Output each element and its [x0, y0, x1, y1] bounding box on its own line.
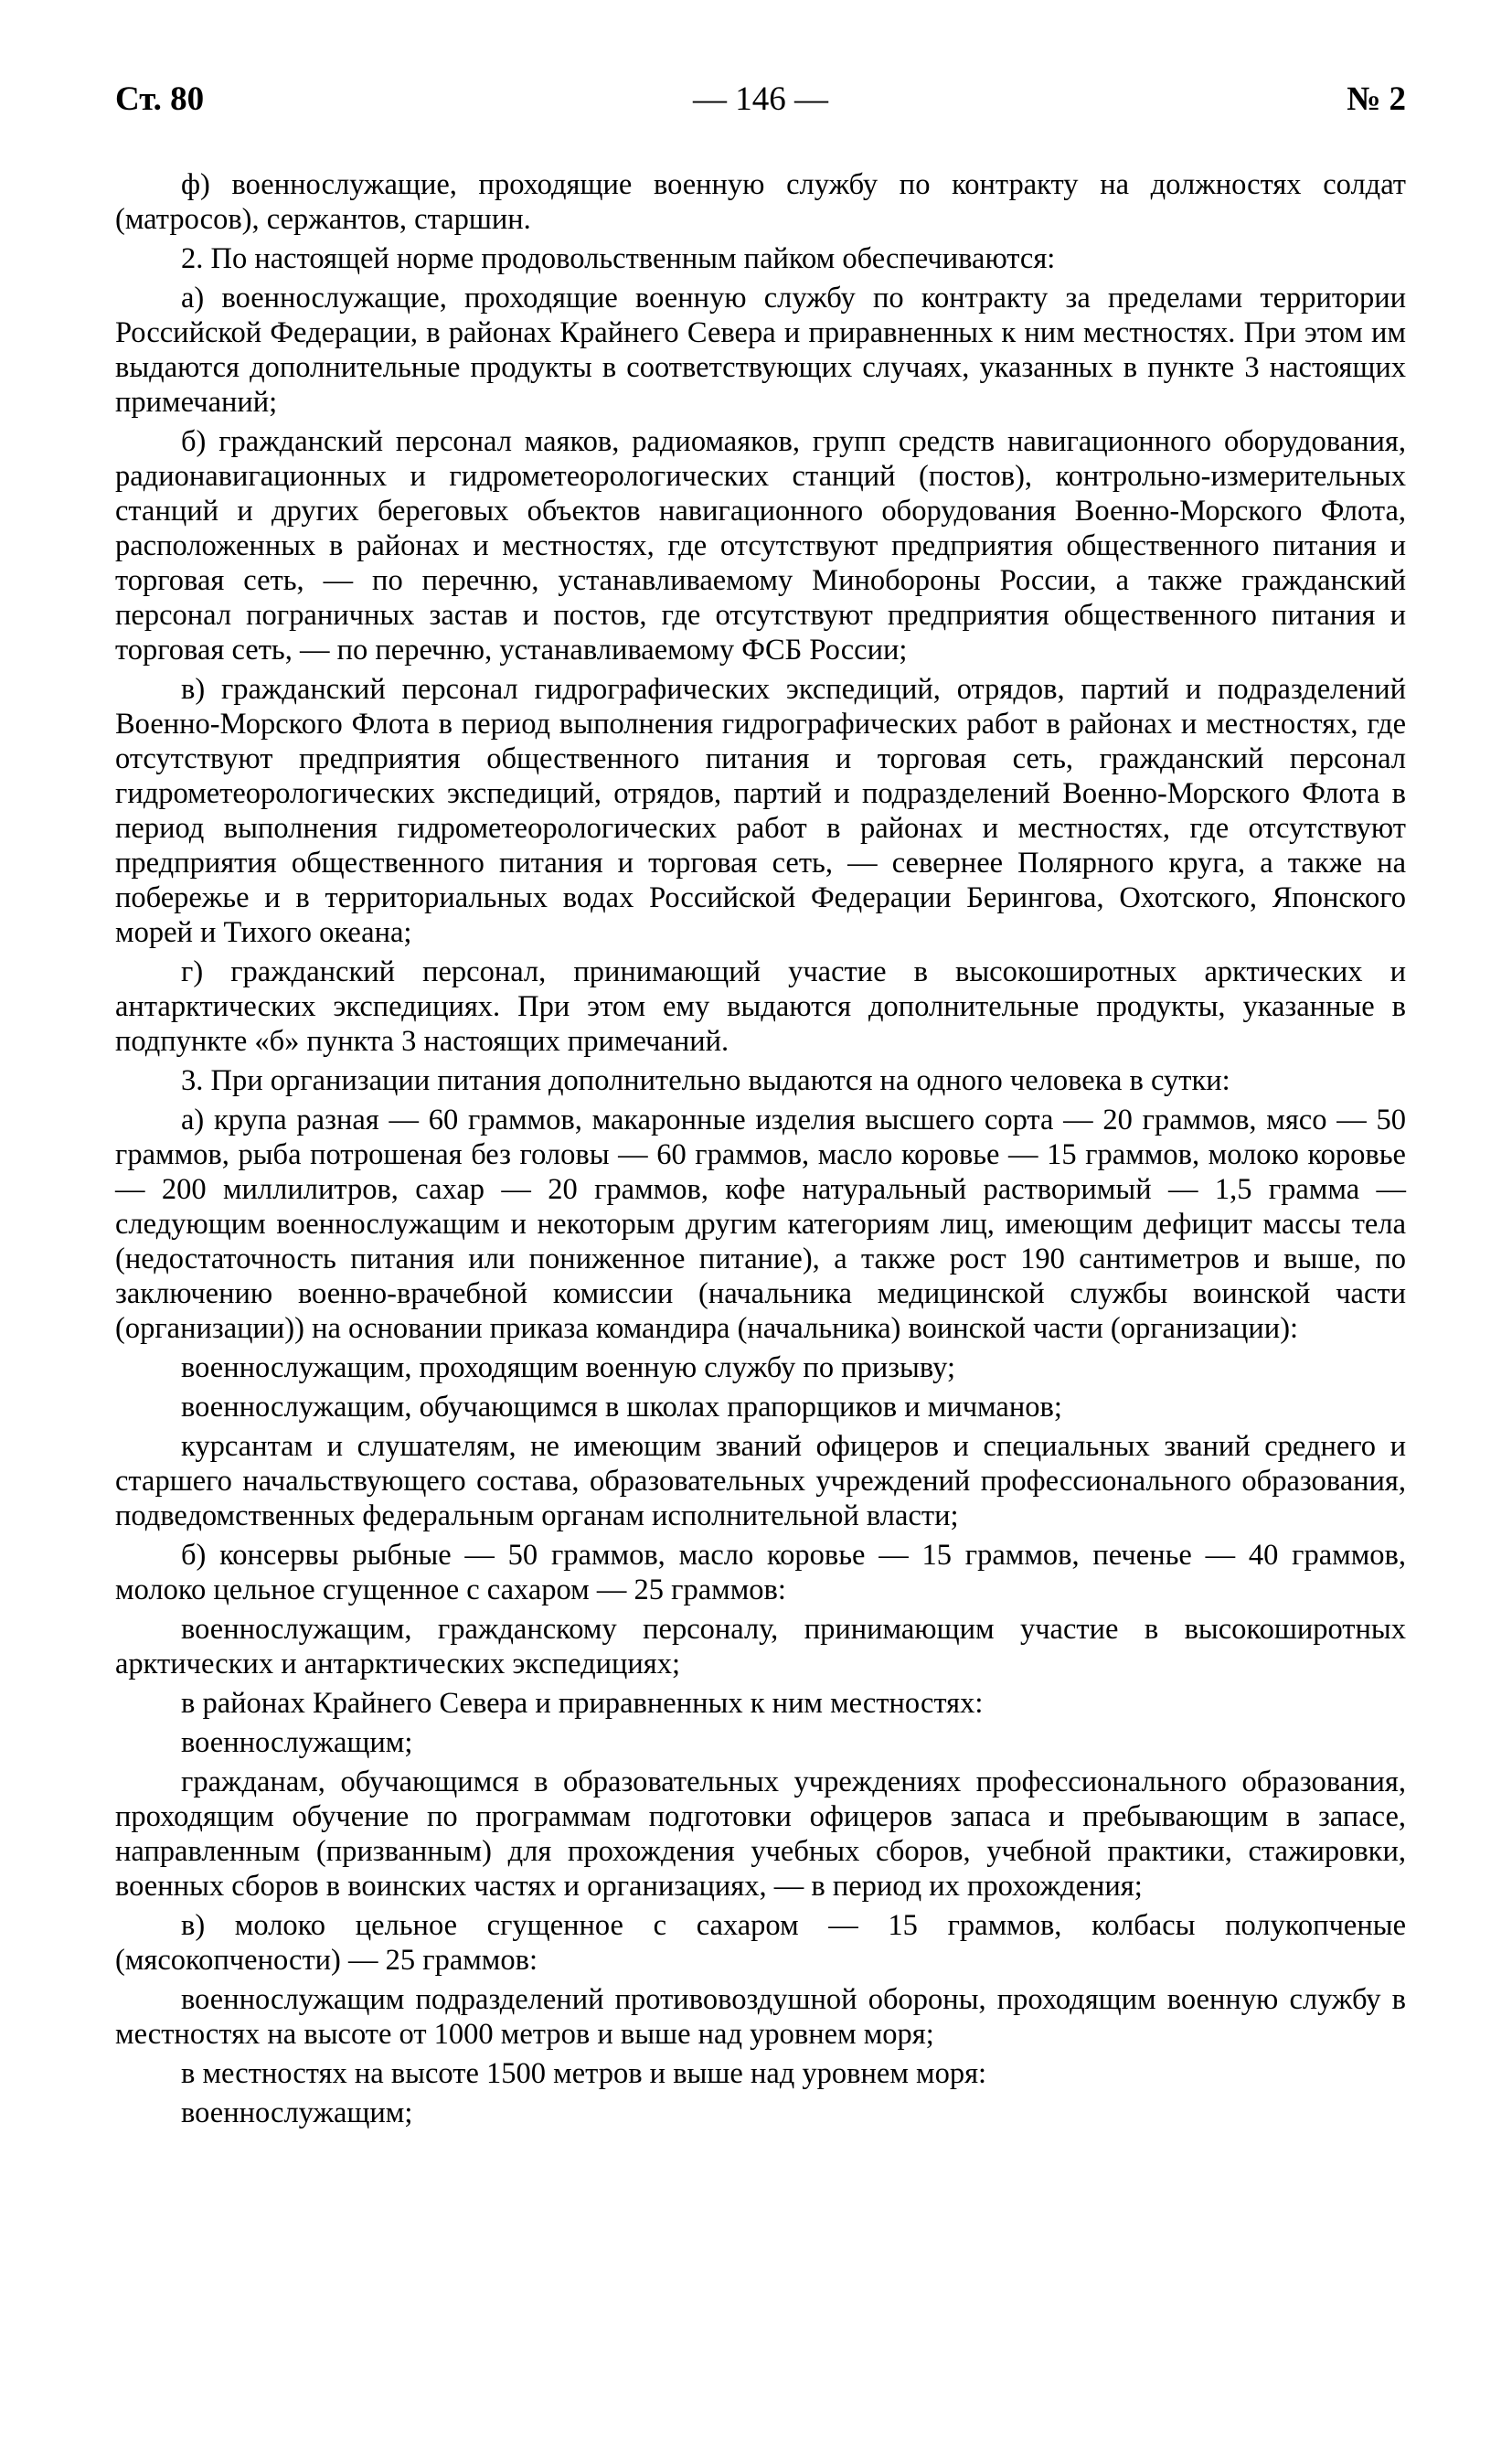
paragraph-item-2: 2. По настоящей норме продовольственным пайком обеспечиваются:	[181, 242, 1056, 275]
paragraph-3b-list-2: в районах Крайнего Севера и приравненных к ним местностях:	[181, 1687, 984, 1720]
paragraph-3a-list-3: курсантам и слушателям, не имеющим званий офицеров и специальных званий среднего и старшего начальствующего состава, образовательных учреждений профессионального образования, подведомственных федеральным органам исполнительной власти;	[115, 1430, 1406, 1532]
document-body	[115, 163, 1406, 2130]
article-number: Ст. 80	[115, 80, 205, 118]
paragraph-3b-list-1: военнослужащим, гражданскому персоналу, принимающим участие в высокоширотных арктических и антарктических экспедициях;	[115, 1613, 1406, 1680]
paragraph-2v: в) гражданский персонал гидрографических экспедиций, отрядов, партий и подразделений Военно-Морского Флота в период выполнения гидрографических работ в районах и местностях, где отсутствуют предприятия общественного питания и торговая сеть, гражданский персонал гидрометеорологических экспедиций, отрядов, партий и подразделений Военно-Морского Флота в период выполнения гидрометеорологических работ в районах и местностях, где отсутствуют предприятия общественного питания и торговая сеть, — севернее Полярного круга, а также на побережье и в территориальных водах Российской Федерации Берингова, Охотского, Японского морей и Тихого океана;	[115, 673, 1406, 949]
paragraph-3a-list-2: военнослужащим, обучающимся в школах прапорщиков и мичманов;	[181, 1391, 1062, 1424]
paragraph-3b-list-3: военнослужащим;	[181, 1726, 413, 1759]
paragraph-3v: в) молоко цельное сгущенное с сахаром — 15 граммов, колбасы полукопченые (мясокопчености) — 25 граммов:	[115, 1909, 1406, 1977]
paragraph-2b: б) гражданский персонал маяков, радиомаяков, групп средств навигационного оборудования, радионавигационных и гидрометеорологических станций (постов), контрольно-измерительных станций и других береговых объектов навигационного оборудования Военно-Морского Флота, расположенных в районах и местностях, где отсутствуют предприятия общественного питания и торговая сеть, — по перечню, устанавливаемому Минобороны России, а также гражданский персонал пограничных застав и постов, где отсутствуют предприятия общественного питания и торговая сеть, — по перечню, устанавливаемому ФСБ России;	[115, 425, 1406, 667]
paragraph-3b: б) консервы рыбные — 50 граммов, масло коровье — 15 граммов, печенье — 40 граммов, молоко цельное сгущенное с сахаром — 25 граммов:	[115, 1539, 1406, 1606]
paragraph-2a: а) военнослужащие, проходящие военную службу по контракту за пределами территории Российской Федерации, в районах Крайнего Севера и приравненных к ним местностях. При этом им выдаются дополнительные продукты в соответствующих случаях, указанных в пункте 3 настоящих примечаний;	[115, 282, 1406, 419]
document-page	[115, 71, 1406, 2130]
paragraph-3a: а) крупа разная — 60 граммов, макаронные изделия высшего сорта — 20 граммов, мясо — 50 граммов, рыба потрошеная без головы — 60 граммов, масло коровье — 15 граммов, молоко коровье — 200 миллилитров, сахар — 20 граммов, кофе натуральный растворимый — 1,5 грамма — следующим военнослужащим и некоторым другим категориям лиц, имеющим дефицит массы тела (недостаточность питания или пониженное питание), а также рост 190 сантиметров и выше, по заключению военно-врачебной комиссии (начальника медицинской службы воинской части (организации)) на основании приказа командира (начальника) воинской части (организации):	[115, 1104, 1406, 1345]
paragraph-3b-list-4: гражданам, обучающимся в образовательных учреждениях профессионального образования, проходящим обучение по программам подготовки офицеров запаса и пребывающим в запасе, направленным (призванным) для прохождения учебных сборов, учебной практики, стажировки, военных сборов в воинских частях и организациях, — в период их прохождения;	[115, 1766, 1406, 1903]
paragraph-3a-list-1: военнослужащим, проходящим военную службу по призыву;	[181, 1351, 955, 1384]
paragraph-3v-list-2: в местностях на высоте 1500 метров и выше над уровнем моря:	[181, 2057, 987, 2090]
page-header	[115, 71, 1406, 128]
paragraph-2g: г) гражданский персонал, принимающий участие в высокоширотных арктических и антарктических экспедициях. При этом ему выдаются дополнительные продукты, указанные в подпункте «б» пункта 3 настоящих примечаний.	[115, 955, 1406, 1058]
paragraph-item-3: 3. При организации питания дополнительно выдаются на одного человека в сутки:	[181, 1064, 1230, 1097]
issue-number: № 2	[1347, 80, 1406, 118]
paragraph-f-contract-soldiers: ф) военнослужащие, проходящие военную службу по контракту на должностях солдат (матросов), сержантов, старшин.	[115, 168, 1406, 236]
paragraph-3v-list-3: военнослужащим;	[181, 2096, 413, 2129]
paragraph-3v-list-1: военнослужащим подразделений противовоздушной обороны, проходящим военную службу в местностях на высоте от 1000 метров и выше над уровнем моря;	[115, 1983, 1406, 2051]
page-number: — 146 —	[693, 80, 828, 118]
